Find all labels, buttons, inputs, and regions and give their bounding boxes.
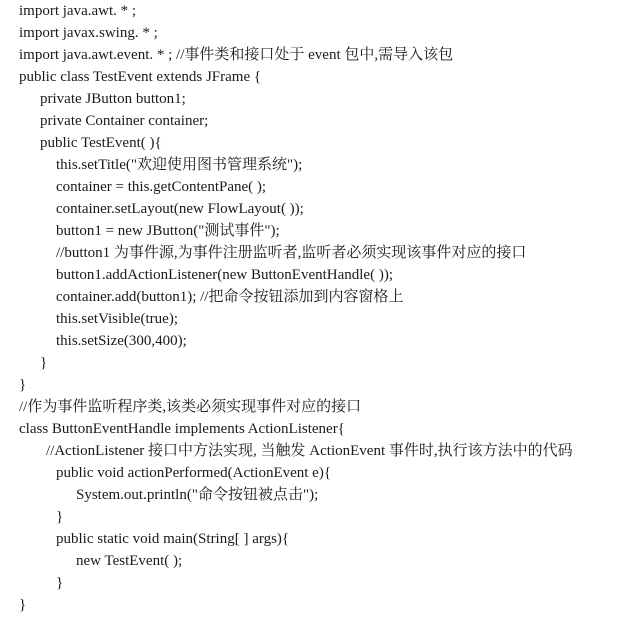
code-line-18: } (19, 377, 27, 393)
code-line-2: import javax.swing. * ; (19, 25, 158, 41)
code-line-3: import java.awt.event. * ; //事件类和接口处于 event 包中,需导入该包 (19, 47, 454, 63)
code-line-5: private JButton button1; (40, 91, 186, 107)
code-line-17: } (40, 355, 48, 371)
code-line-21: //ActionListener 接口中方法实现, 当触发 ActionEvent 事件时,执行该方法中的代码 (46, 443, 573, 459)
code-line-25: public static void main(String[ ] args){ (56, 531, 290, 547)
code-line-20: class ButtonEventHandle implements ActionListener{ (19, 421, 345, 437)
code-line-14: container.add(button1); //把命令按钮添加到内容窗格上 (56, 289, 404, 305)
code-line-7: public TestEvent( ){ (40, 135, 162, 151)
code-line-11: button1 = new JButton("测试事件"); (56, 223, 280, 239)
code-line-1: import java.awt. * ; (19, 3, 137, 19)
code-line-26: new TestEvent( ); (76, 553, 183, 569)
code-line-23: System.out.println("命令按钮被点击"); (76, 487, 319, 503)
code-line-10: container.setLayout(new FlowLayout( )); (56, 201, 304, 217)
code-line-9: container = this.getContentPane( ); (56, 179, 267, 195)
code-line-6: private Container container; (40, 113, 209, 129)
code-line-27: } (56, 575, 64, 591)
code-line-24: } (56, 509, 64, 525)
code-line-8: this.setTitle("欢迎使用图书管理系统"); (56, 157, 303, 173)
code-line-12: //button1 为事件源,为事件注册监听者,监听者必须实现该事件对应的接口 (56, 245, 527, 261)
code-line-28: } (19, 597, 27, 613)
code-line-16: this.setSize(300,400); (56, 333, 187, 349)
code-line-22: public void actionPerformed(ActionEvent e){ (56, 465, 332, 481)
code-line-4: public class TestEvent extends JFrame { (19, 69, 262, 85)
code-line-19: //作为事件监听程序类,该类必须实现事件对应的接口 (19, 399, 362, 415)
code-line-13: button1.addActionListener(new ButtonEventHandle( )); (56, 267, 393, 283)
code-line-15: this.setVisible(true); (56, 311, 178, 327)
